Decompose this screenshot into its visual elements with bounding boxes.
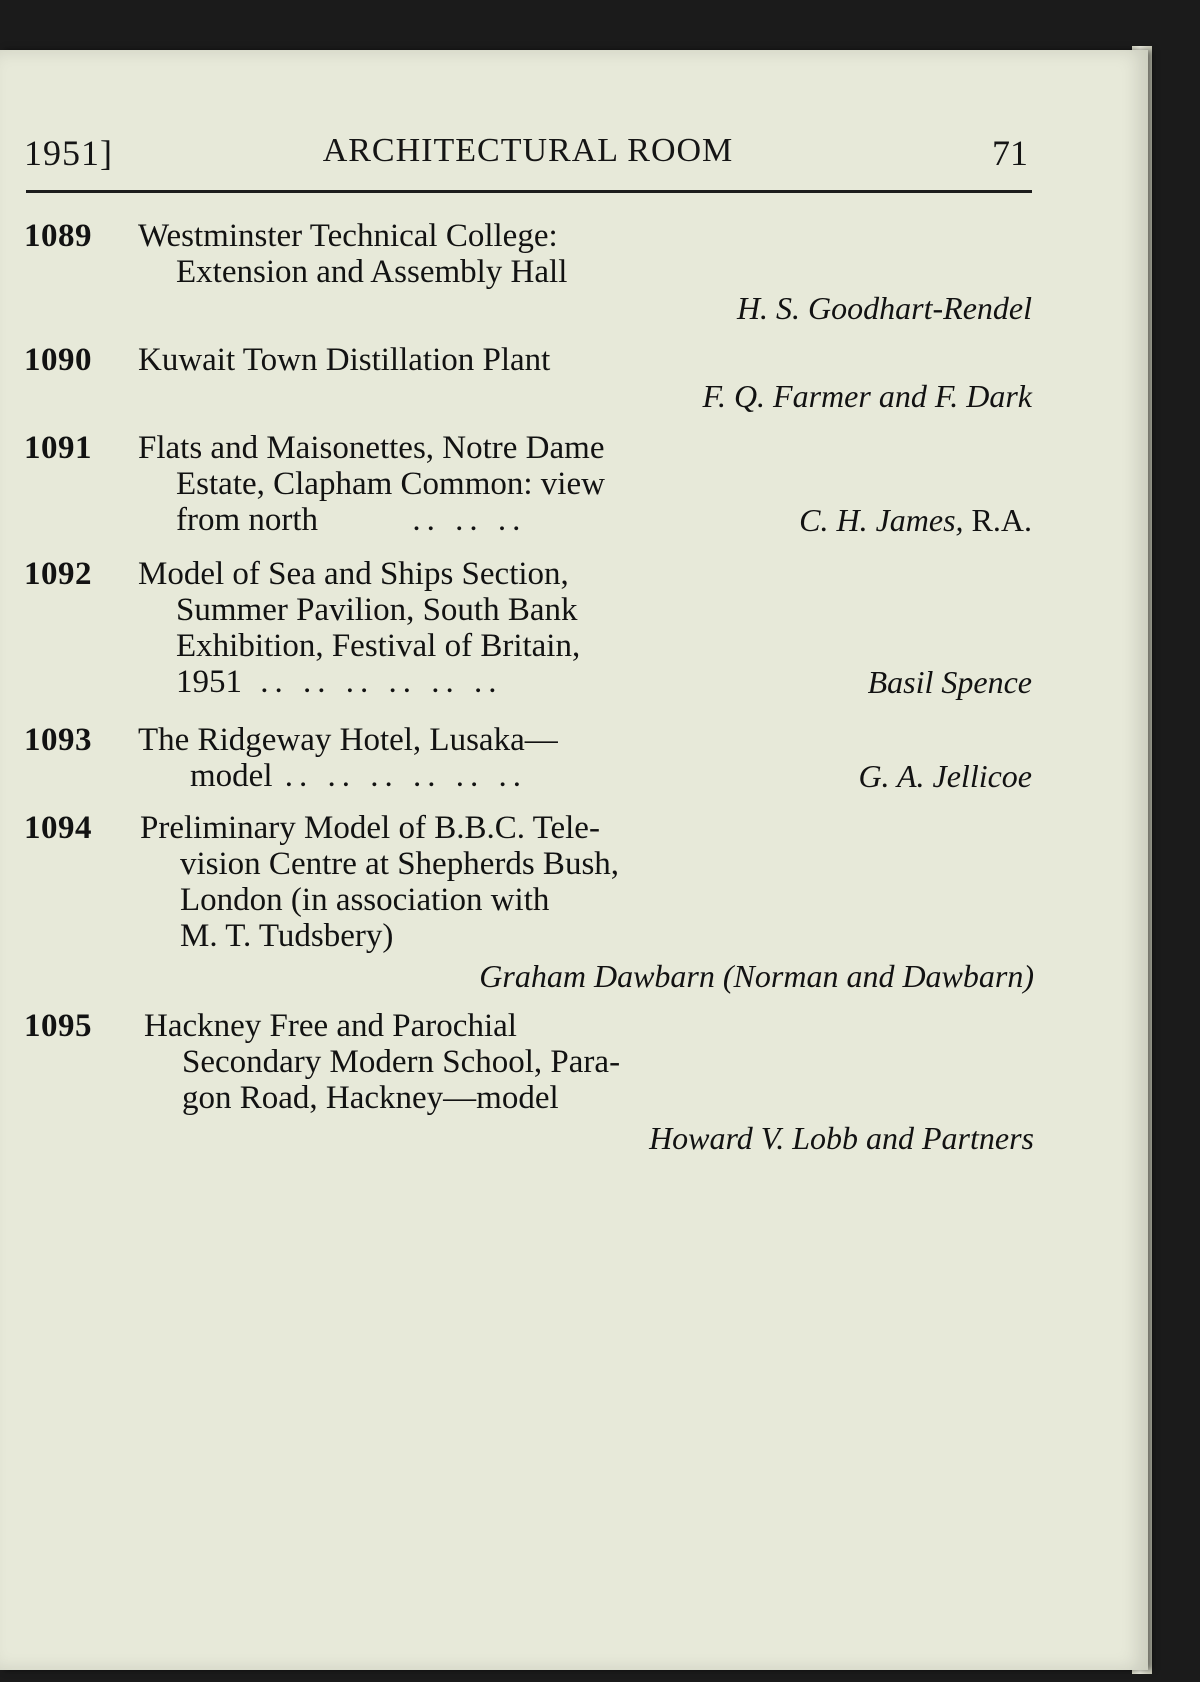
entry-title-text: from north <box>176 502 319 538</box>
entry-artist: H. S. Goodhart-Rendel <box>736 290 1032 326</box>
entry-number: 1093 <box>24 722 92 758</box>
entry-title-line: Hackney Free and Parochial <box>144 1008 517 1044</box>
entry-title-line: Kuwait Town Distillation Plant <box>138 342 551 378</box>
entry-title-line: Estate, Clapham Common: view <box>176 466 605 502</box>
entry-number: 1089 <box>24 218 92 254</box>
entry-title-line: vision Centre at Shepherds Bush, <box>180 846 620 882</box>
entry-title-line: Extension and Assembly Hall <box>176 254 568 290</box>
header-year: 1951] <box>24 133 113 173</box>
header-rule <box>26 190 1032 193</box>
entry-title-line: The Ridgeway Hotel, Lusaka— <box>138 722 558 758</box>
leader-dots: .. .. .. .. .. .. <box>284 758 527 794</box>
entry-title-text: model <box>190 758 273 794</box>
entry-artist: Basil Spence <box>867 664 1032 700</box>
entry-title-line: Exhibition, Festival of Britain, <box>176 628 581 664</box>
entry-title-line: Summer Pavilion, South Bank <box>176 592 578 628</box>
entry-number: 1090 <box>24 342 92 378</box>
page-header <box>24 132 1032 182</box>
entry-artist: Howard V. Lobb and Partners <box>649 1120 1034 1156</box>
entry-title-text: 1951 <box>176 664 242 700</box>
entry-artist: G. A. Jellicoe <box>858 758 1032 794</box>
entry-title-line: gon Road, Hackney—model <box>182 1080 559 1116</box>
header-page-number: 71 <box>992 133 1028 173</box>
leader-dots: .. .. .. .. .. .. <box>260 664 503 700</box>
entry-title-line: Model of Sea and Ships Section, <box>138 556 569 592</box>
entry-number: 1094 <box>24 810 92 846</box>
entry-number: 1092 <box>24 556 92 592</box>
entry-artist: Graham Dawbarn (Norman and Dawbarn) <box>479 958 1034 994</box>
entry-title-line: Flats and Maisonettes, Notre Dame <box>138 430 605 466</box>
entry-artist: F. Q. Farmer and F. Dark <box>702 378 1032 414</box>
entry-artist <box>799 502 1032 538</box>
header-title: ARCHITECTURAL ROOM <box>322 132 734 169</box>
entry-title-line <box>176 664 503 700</box>
artist-suffix: R.A. <box>971 502 1032 538</box>
entry-number: 1091 <box>24 430 92 466</box>
entry-title-line <box>190 758 527 794</box>
leader-dots: .. .. .. <box>412 502 527 538</box>
entry-title-line <box>176 502 526 538</box>
entry-title-line: Westminster Technical College: <box>138 218 558 254</box>
entry-number: 1095 <box>24 1008 92 1044</box>
artist-name: C. H. James, <box>799 502 964 538</box>
entry-title-line: Secondary Modern School, Para- <box>182 1044 621 1080</box>
entry-title-line: London (in association with <box>180 882 550 918</box>
entry-title-line: Preliminary Model of B.B.C. Tele- <box>140 810 600 846</box>
entry-title-line: M. T. Tudsbery) <box>180 918 394 954</box>
